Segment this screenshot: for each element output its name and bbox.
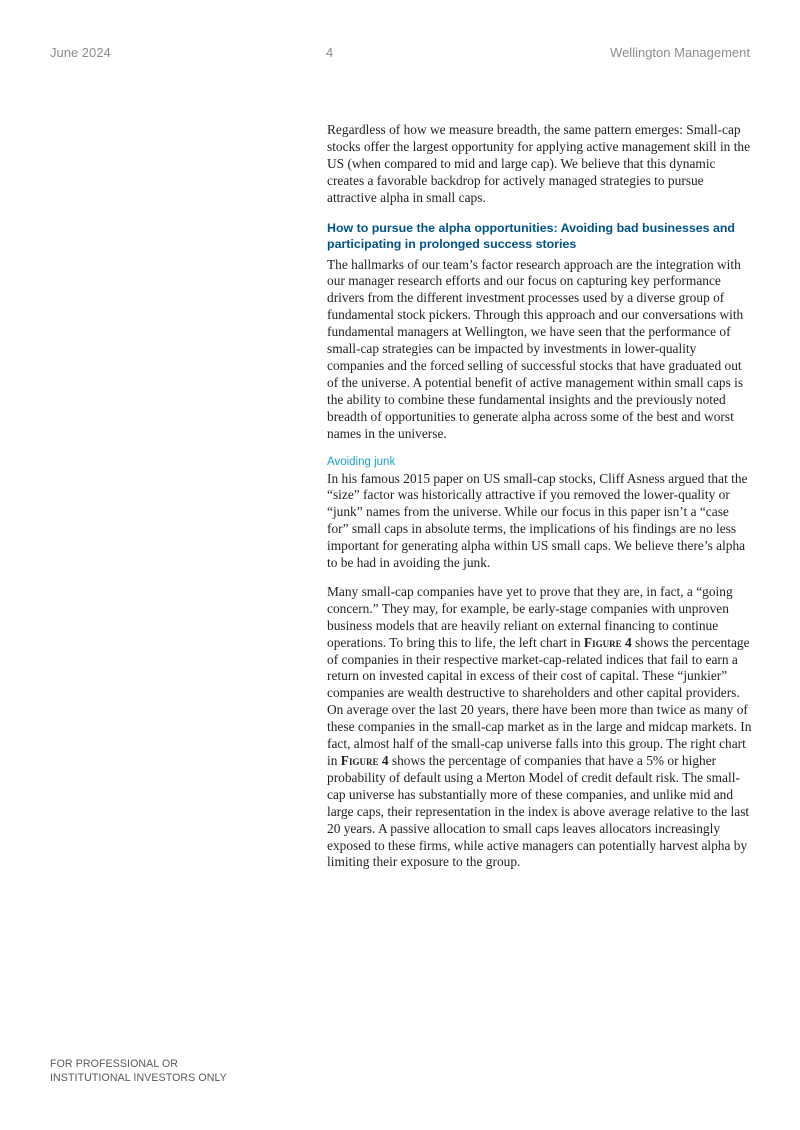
section-heading: How to pursue the alpha opportunities: Avoiding bad businesses and participating in prolonged success stories	[327, 220, 736, 252]
header-date: June 2024	[50, 45, 111, 60]
footer-line-2: INSTITUTIONAL INVESTORS ONLY	[50, 1072, 227, 1084]
going-concern-text-2: shows the percentage of companies in their respective market-cap-related indices that fail to earn a return on invested capital in excess of their cost of capital. These “junkier” companies are wealth destructive to shareholders and other capital providers. On average over the last 20 years, there have been more than twice as many of these companies in the small-cap market as in the large and midcap markets. In fact, almost half of the small-cap universe falls into this group. The right chart in	[327, 634, 752, 768]
figure-4-reference-link[interactable]: Figure 4	[583, 634, 632, 650]
going-concern-text-1: Many small-cap companies have yet to prove that they are, in fact, a “going concern.” They may, for example, be early-stage companies with unproven business models that are heavily reliant on external financing to continue operations. To bring this to life, the left chart in	[327, 583, 733, 650]
subheading-avoiding-junk: Avoiding junk	[327, 455, 396, 468]
hallmarks-paragraph: The hallmarks of our team’s factor research approach are the integration with our manager research efforts and our focus on capturing key performance drivers from the different investment processes used by a diverse group of fundamental stock pickers. Through this approach and our conversations with fundamental managers at Wellington, we have seen that the performance of small-cap strategies can be impacted by investments in lower-quality companies and the forced selling of successful stocks that have graduated out of the universe. A potential benefit of active management within small caps is the ability to combine these fundamental insights and the previously noted breadth of opportunities to generate alpha across some of the best and worst names in the universe.	[327, 256, 744, 441]
going-concern-paragraph	[327, 584, 752, 871]
page-number: 4	[326, 45, 334, 60]
asness-paragraph: In his famous 2015 paper on US small-cap stocks, Cliff Asness argued that the “size” factor was historically attractive if you removed the lower-quality or “junk” names from the universe. While our focus in this paper isn’t a “case for” small caps in absolute terms, the implications of his findings are no less important for generating alpha within US small caps. We believe there’s alpha to be had in avoiding the junk.	[327, 470, 748, 571]
footer-disclaimer	[50, 1057, 227, 1085]
header-firm-name: Wellington Management	[610, 45, 750, 60]
going-concern-text-3: shows the percentage of companies that have a 5% or higher probability of default using a Merton Model of credit default risk. The small-cap universe has substantially more of these companies, and unlike mid and large caps, their representation in the index is above average relative to the last 20 years. A passive allocation to small caps leaves allocators increasingly exposed to these firms, while active managers can potentially harvest alpha by limiting their exposure to the group.	[327, 753, 750, 870]
footer-line-1: FOR PROFESSIONAL OR	[50, 1058, 179, 1070]
main-column	[327, 122, 752, 883]
intro-paragraph: Regardless of how we measure breadth, the same pattern emerges: Small-cap stocks offer the largest opportunity for applying active management skill in the US (when compared to mid and large cap). We believe that this dynamic creates a favorable backdrop for actively managed strategies to pursue attractive alpha in small caps.	[327, 122, 751, 205]
figure-4-reference-link[interactable]: Figure 4	[340, 753, 389, 768]
